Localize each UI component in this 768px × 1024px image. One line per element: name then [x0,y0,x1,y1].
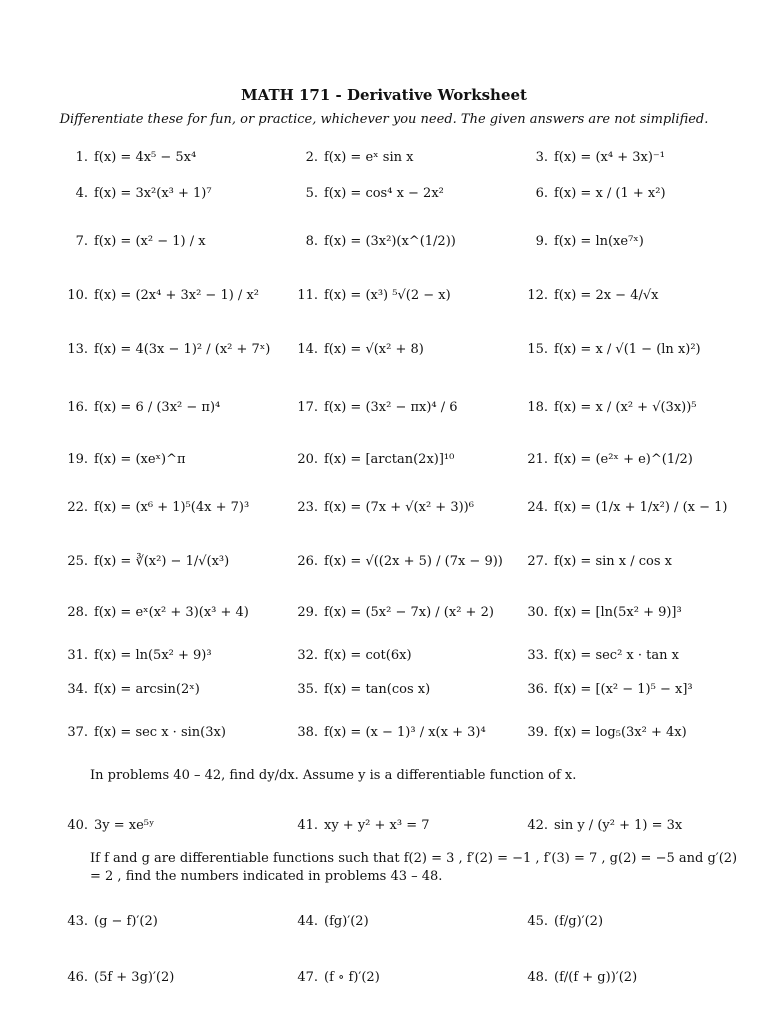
problem-expression: f(x) = sec x · sin(3x) [94,725,226,740]
problem-number: 13. [67,342,88,357]
problem-expression: xy + y² + x³ = 7 [324,818,430,833]
problem-expression: f(x) = (x⁴ + 3x)⁻¹ [554,150,665,165]
problem-number: 20. [297,452,318,467]
problem-main-14 [290,342,424,357]
problem-main-25 [60,554,229,569]
problem-expression: f(x) = (x⁶ + 1)⁵(4x + 7)³ [94,500,250,515]
problem-expression: sin y / (y² + 1) = 3x [554,818,683,833]
problem-main-8 [290,234,456,249]
problem-number: 11. [297,288,318,303]
problem-number: 32. [297,648,318,663]
problem-number: 38. [297,725,318,740]
problem-expression: f(x) = (2x⁴ + 3x² − 1) / x² [94,288,259,303]
problem-expression: f(x) = tan(cos x) [324,682,431,697]
problem-expression: f(x) = (x − 1)³ / x(x + 3)⁴ [324,725,486,740]
problem-main-13 [60,342,270,357]
problem-expression: f(x) = ∛(x²) − 1/√(x³) [94,554,230,569]
problem-number: 36. [527,682,548,697]
problem-main-2 [290,150,413,165]
problem-expression: f(x) = ln(xe⁷ˣ) [554,234,644,249]
problem-expression: f(x) = arcsin(2ˣ) [94,682,200,697]
problem-number: 22. [67,500,88,515]
problem-expression: f(x) = cot(6x) [324,648,412,663]
problem-main-20 [290,452,454,467]
problem-number: 33. [527,648,548,663]
problem-expression: f(x) = x / (1 + x²) [554,186,666,201]
problem-number: 7. [75,234,88,249]
problem-expression: f(x) = log₅(3x² + 4x) [554,725,687,740]
problem-main-7 [60,234,206,249]
problem-main-15 [520,342,701,357]
problem-number: 27. [527,554,548,569]
problem-main-5 [290,186,444,201]
problem-main-9 [520,234,644,249]
problem-number: 2. [305,150,318,165]
problem-main-28 [60,605,249,620]
problem-number: 29. [297,605,318,620]
problem-expression: f(x) = 3x²(x³ + 1)⁷ [94,186,212,201]
problem-main-29 [290,605,494,620]
problem-implicit-3 [520,818,682,833]
problem-main-24 [520,500,727,515]
problem-main-30 [520,605,682,620]
problem-number: 19. [67,452,88,467]
problem-main-36 [520,682,693,697]
problem-number: 28. [67,605,88,620]
problem-implicit-2 [290,818,430,833]
problem-main-3 [520,150,665,165]
problem-number: 16. [67,400,88,415]
problem-number: 43. [67,914,88,929]
problem-expression: f(x) = (x² − 1) / x [94,234,206,249]
page-title: MATH 171 - Derivative Worksheet [241,86,527,104]
problem-expression: (5f + 3g)′(2) [94,970,175,985]
problem-number: 12. [527,288,548,303]
problem-combo-3 [520,914,603,929]
problem-expression: f(x) = 6 / (3x² − π)⁴ [94,400,221,415]
problem-main-11 [290,288,451,303]
problem-expression: f(x) = [(x² − 1)⁵ − x]³ [554,682,693,697]
problem-main-4 [60,186,212,201]
problem-main-33 [520,648,679,663]
problem-expression: f(x) = (3x²)(x^(1/2)) [324,234,456,249]
problem-expression: f(x) = (e²ˣ + e)^(1/2) [554,452,693,467]
problem-number: 1. [75,150,88,165]
problem-expression: f(x) = (7x + √(x² + 3))⁶ [324,500,474,515]
implicit-note: In problems 40 – 42, find dy/dx. Assume y is a differentiable function of x. [90,768,577,783]
problem-main-32 [290,648,412,663]
problem-expression: f(x) = (3x² − πx)⁴ / 6 [324,400,458,415]
problem-main-27 [520,554,672,569]
problem-combo-4 [60,970,174,985]
problem-expression: (fg)′(2) [324,914,369,929]
problem-expression: f(x) = x / √(1 − (ln x)²) [554,342,701,357]
problem-expression: f(x) = sec² x · tan x [554,648,679,663]
problem-number: 18. [527,400,548,415]
problem-number: 10. [67,288,88,303]
problem-main-17 [290,400,458,415]
problem-main-39 [520,725,687,740]
problem-number: 31. [67,648,88,663]
problem-combo-2 [290,914,369,929]
problem-main-37 [60,725,226,740]
problem-expression: f(x) = ln(5x² + 9)³ [94,648,212,663]
problem-expression: f(x) = [arctan(2x)]¹⁰ [324,452,455,467]
problem-number: 37. [67,725,88,740]
problem-expression: f(x) = √((2x + 5) / (7x − 9)) [324,554,503,569]
problem-number: 26. [297,554,318,569]
problem-number: 47. [297,970,318,985]
problem-number: 17. [297,400,318,415]
problem-number: 14. [297,342,318,357]
instructions: Differentiate these for fun, or practice, whichever you need. The given answers are not simplified. [59,112,709,127]
problem-main-35 [290,682,430,697]
problem-number: 15. [527,342,548,357]
problem-expression: f(x) = x / (x² + √(3x))⁵ [554,400,697,415]
problem-number: 44. [297,914,318,929]
problem-expression: f(x) = (x³) ⁵√(2 − x) [324,288,451,303]
problem-expression: (f/(f + g))′(2) [554,970,638,985]
problem-implicit-1 [60,818,155,833]
problem-number: 48. [527,970,548,985]
problem-expression: (f ∘ f)′(2) [324,970,380,985]
problem-main-23 [290,500,474,515]
problem-expression: f(x) = eˣ sin x [324,150,414,165]
problem-expression: f(x) = 2x − 4/√x [554,288,659,303]
problem-number: 21. [527,452,548,467]
problem-number: 25. [67,554,88,569]
problem-expression: 3y = xe⁵ʸ [94,818,155,833]
problem-number: 42. [527,818,548,833]
problem-number: 23. [297,500,318,515]
problem-main-12 [520,288,658,303]
problem-number: 8. [305,234,318,249]
problem-combo-6 [520,970,637,985]
problem-main-1 [60,150,196,165]
given-note: If f and g are differentiable functions such that f(2) = 3 , f′(2) = −1 , f′(3) = 7 , g(2) = −5 and g′(2) = 2 , find the numbers indicated in problems 43 – 48. [90,851,738,884]
problem-main-6 [520,186,666,201]
problem-main-22 [60,500,249,515]
problem-number: 6. [535,186,548,201]
problem-expression: (g − f)′(2) [94,914,158,929]
problem-main-38 [290,725,486,740]
problem-main-16 [60,400,220,415]
problem-expression: f(x) = (xeˣ)^π [94,452,186,467]
problem-main-21 [520,452,693,467]
problem-main-19 [60,452,186,467]
problem-number: 3. [535,150,548,165]
problem-number: 5. [305,186,318,201]
problem-number: 24. [527,500,548,515]
problem-main-34 [60,682,200,697]
problem-combo-5 [290,970,380,985]
problem-number: 41. [297,818,318,833]
problem-main-10 [60,288,259,303]
problem-expression: f(x) = (5x² − 7x) / (x² + 2) [324,605,494,620]
problem-number: 46. [67,970,88,985]
problem-combo-1 [60,914,158,929]
problem-number: 39. [527,725,548,740]
problem-expression: f(x) = eˣ(x² + 3)(x³ + 4) [94,605,249,620]
problem-expression: f(x) = 4(3x − 1)² / (x² + 7ˣ) [94,342,271,357]
problem-main-26 [290,554,503,569]
problem-number: 45. [527,914,548,929]
problem-number: 35. [297,682,318,697]
problem-number: 30. [527,605,548,620]
problem-number: 34. [67,682,88,697]
problem-number: 4. [75,186,88,201]
problem-expression: f(x) = [ln(5x² + 9)]³ [554,605,682,620]
problem-expression: f(x) = cos⁴ x − 2x² [324,186,444,201]
problem-expression: (f/g)′(2) [554,914,604,929]
problem-expression: f(x) = (1/x + 1/x²) / (x − 1) [554,500,728,515]
problem-number: 40. [67,818,88,833]
problem-expression: f(x) = 4x⁵ − 5x⁴ [94,150,197,165]
problem-number: 9. [535,234,548,249]
problem-main-31 [60,648,212,663]
problem-expression: f(x) = √(x² + 8) [324,342,424,357]
problem-expression: f(x) = sin x / cos x [554,554,672,569]
problem-main-18 [520,400,697,415]
